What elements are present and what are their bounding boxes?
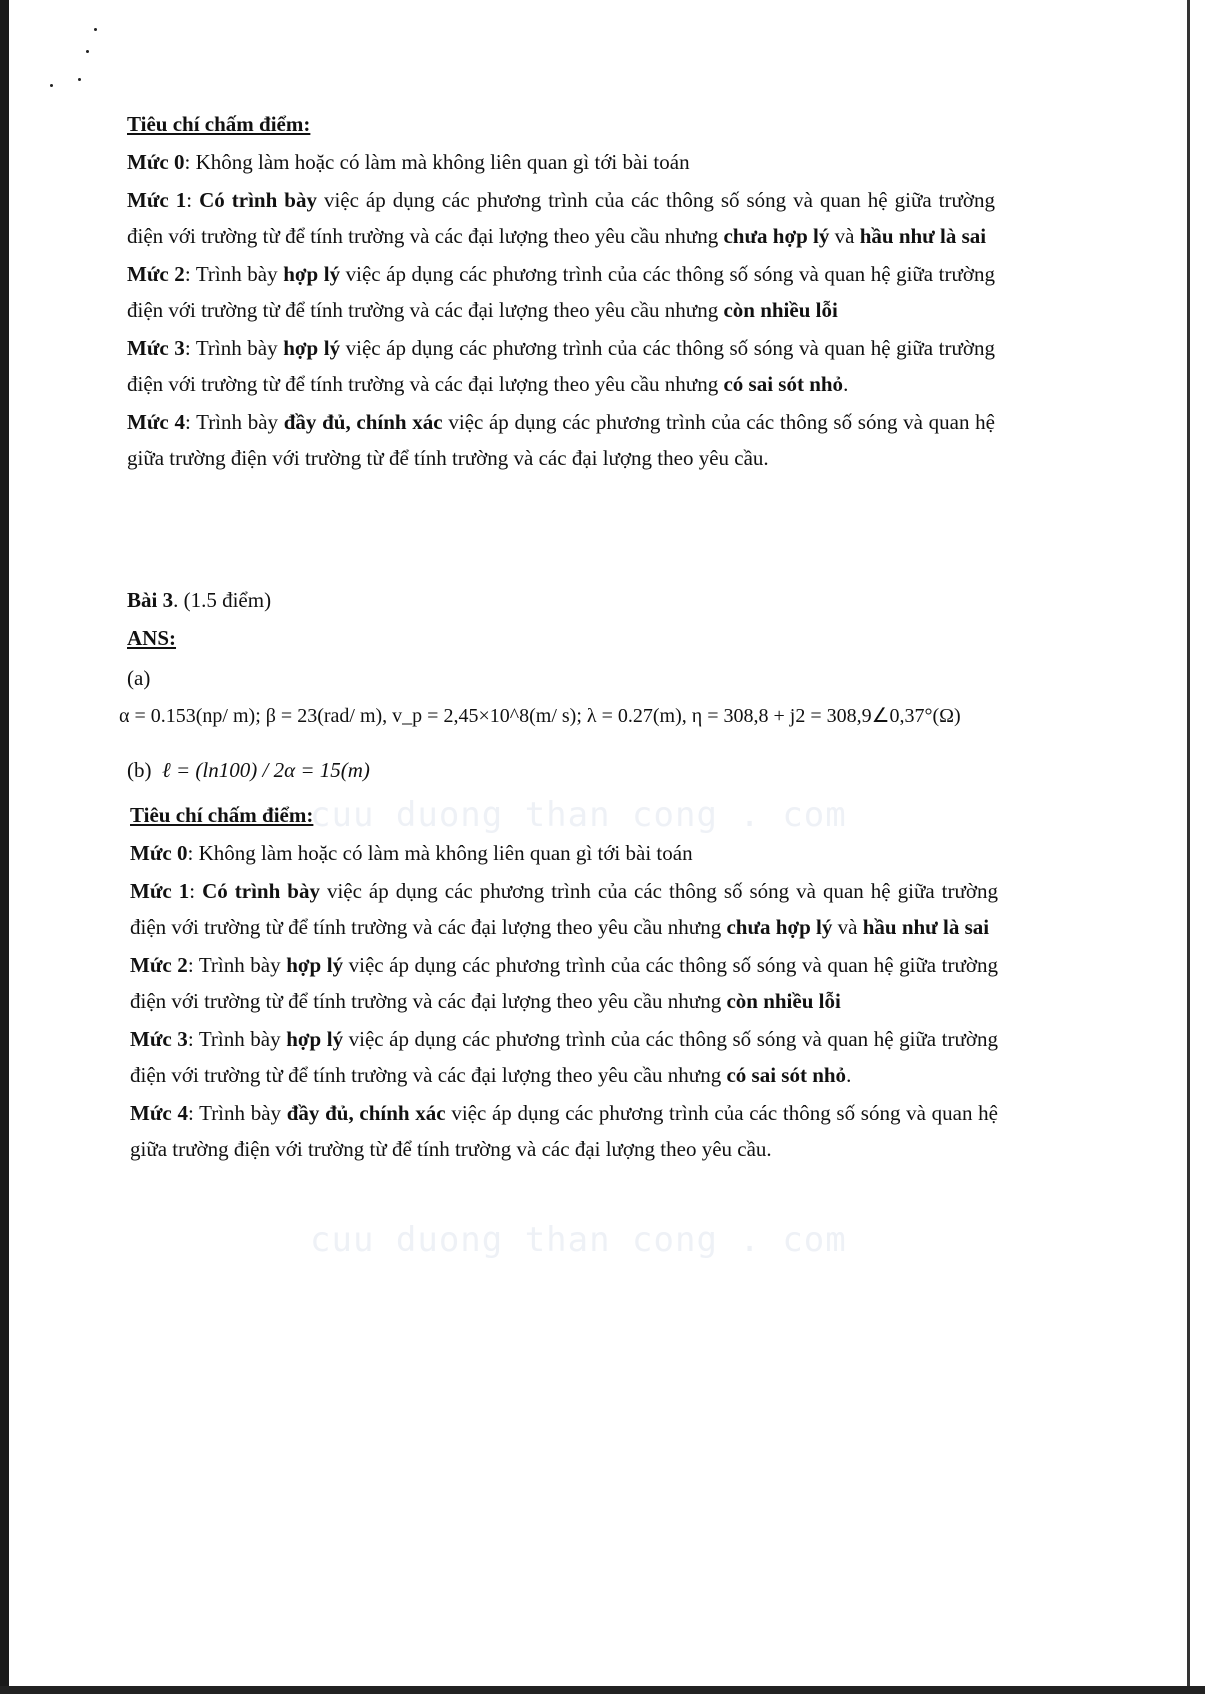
- criterion-emphasis: có sai sót nhỏ: [723, 372, 844, 396]
- criterion-label: Mức 3: [127, 336, 185, 360]
- criterion-text: : Trình bày: [187, 1027, 287, 1051]
- answer-label: ANS:: [127, 626, 177, 650]
- criterion-text: : Trình bày: [184, 410, 284, 434]
- criterion-level-1: [130, 873, 998, 945]
- watermark: cuu duong than cong . com: [310, 795, 847, 835]
- criterion-label: Mức 0: [127, 150, 185, 174]
- criterion-text: việc áp dụng các phương trình của các thông số sóng và quan hệ giữa trường điện với trường từ để tính trường và các đại lượng theo yêu cầu nhưng: [130, 879, 998, 939]
- criterion-text: việc áp dụng các phương trình của các thông số sóng và quan hệ giữa trường điện với trường từ để tính trường và các đại lượng theo yêu cầu nhưng: [130, 1027, 999, 1087]
- criterion-emphasis: hầu như là sai: [862, 915, 990, 939]
- criteria-list: [127, 144, 995, 476]
- criterion-level-4: [127, 404, 995, 476]
- criterion-label: Mức 3: [130, 1027, 188, 1051]
- criterion-emphasis: có sai sót nhỏ: [726, 1063, 847, 1087]
- scan-edge-bottom: [0, 1686, 1205, 1694]
- criterion-level-2: [130, 947, 998, 1019]
- criterion-text: : Không làm hoặc có làm mà không liên quan gì tới bài toán: [184, 150, 690, 174]
- scan-edge-left: [0, 0, 9, 1694]
- criterion-text: : Không làm hoặc có làm mà không liên quan gì tới bài toán: [187, 841, 693, 865]
- criteria-list: [130, 835, 998, 1167]
- criterion-text: việc áp dụng các phương trình của các thông số sóng và quan hệ giữa trường điện với trường từ để tính trường và các đại lượng theo yêu cầu.: [127, 410, 995, 470]
- criterion-emphasis: đầy đủ, chính xác: [283, 410, 443, 434]
- criterion-text: việc áp dụng các phương trình của các thông số sóng và quan hệ giữa trường điện với trường từ để tính trường và các đại lượng theo yêu cầu nhưng: [130, 953, 999, 1013]
- criterion-text: : Trình bày: [187, 1101, 287, 1125]
- criterion-text: .: [843, 372, 849, 396]
- criterion-text: và: [832, 915, 863, 939]
- problem-title: Bài 3: [127, 588, 174, 612]
- criterion-text: và: [829, 224, 860, 248]
- problem-points: . (1.5 điểm): [173, 588, 272, 612]
- criterion-label: Mức 4: [127, 410, 185, 434]
- criterion-emphasis: còn nhiều lỗi: [726, 989, 841, 1013]
- criterion-text: việc áp dụng các phương trình của các thông số sóng và quan hệ giữa trường điện với trường từ để tính trường và các đại lượng theo yêu cầu.: [130, 1101, 998, 1161]
- criterion-text: : Trình bày: [187, 953, 287, 977]
- criterion-emphasis: còn nhiều lỗi: [723, 298, 838, 322]
- criterion-level-3: [130, 1021, 998, 1093]
- scan-edge-right: [1187, 0, 1190, 1694]
- grading-criteria-section-1: [127, 106, 995, 478]
- criterion-level-4: [130, 1095, 998, 1167]
- criterion-label: Mức 0: [130, 841, 188, 865]
- criterion-level-3: [127, 330, 995, 402]
- criterion-emphasis: hầu như là sai: [859, 224, 987, 248]
- criterion-text: việc áp dụng các phương trình của các thông số sóng và quan hệ giữa trường điện với trường từ để tính trường và các đại lượng theo yêu cầu nhưng: [127, 336, 996, 396]
- criterion-emphasis: Có trình bày: [199, 188, 317, 212]
- criterion-text: việc áp dụng các phương trình của các thông số sóng và quan hệ giữa trường điện với trường từ để tính trường và các đại lượng theo yêu cầu nhưng: [127, 262, 996, 322]
- criterion-label: Mức 4: [130, 1101, 188, 1125]
- criterion-text: :: [189, 879, 203, 903]
- criterion-text: :: [186, 188, 200, 212]
- criterion-label: Mức 1: [127, 188, 187, 212]
- criterion-emphasis: hợp lý: [283, 262, 341, 286]
- problem-3: [119, 582, 995, 798]
- part-b-formula: ℓ = (ln100) / 2α = 15(m): [162, 758, 370, 782]
- criterion-emphasis: hợp lý: [283, 336, 341, 360]
- part-a-label: (a): [127, 666, 151, 690]
- criterion-text: việc áp dụng các phương trình của các thông số sóng và quan hệ giữa trường điện với trường từ để tính trường và các đại lượng theo yêu cầu nhưng: [127, 188, 995, 248]
- criterion-emphasis: hợp lý: [286, 953, 344, 977]
- watermark: cuu duong than cong . com: [310, 1220, 847, 1260]
- criterion-level-1: [127, 182, 995, 254]
- criterion-label: Mức 2: [127, 262, 185, 286]
- criterion-level-0: [127, 144, 995, 180]
- criterion-text: : Trình bày: [184, 336, 284, 360]
- section-heading: Tiêu chí chấm điểm:: [130, 803, 314, 827]
- part-b-label: (b): [127, 758, 152, 782]
- criterion-emphasis: Có trình bày: [202, 879, 320, 903]
- criterion-text: .: [846, 1063, 852, 1087]
- criterion-emphasis: chưa hợp lý: [726, 915, 833, 939]
- criterion-label: Mức 2: [130, 953, 188, 977]
- part-a-formula: α = 0.153(np/ m); β = 23(rad/ m), v_p = 2,45×10^8(m/ s); λ = 0.27(m), η = 308,8 + j2 = 308,9∠0,37°(Ω): [119, 705, 961, 727]
- criterion-emphasis: chưa hợp lý: [723, 224, 830, 248]
- grading-criteria-section-2: [130, 797, 998, 1169]
- criterion-emphasis: hợp lý: [286, 1027, 344, 1051]
- scan-specks: [48, 28, 88, 88]
- criterion-level-0: [130, 835, 998, 871]
- criterion-text: : Trình bày: [184, 262, 284, 286]
- section-heading: Tiêu chí chấm điểm:: [127, 112, 311, 136]
- criterion-level-2: [127, 256, 995, 328]
- criterion-label: Mức 1: [130, 879, 190, 903]
- criterion-emphasis: đầy đủ, chính xác: [286, 1101, 446, 1125]
